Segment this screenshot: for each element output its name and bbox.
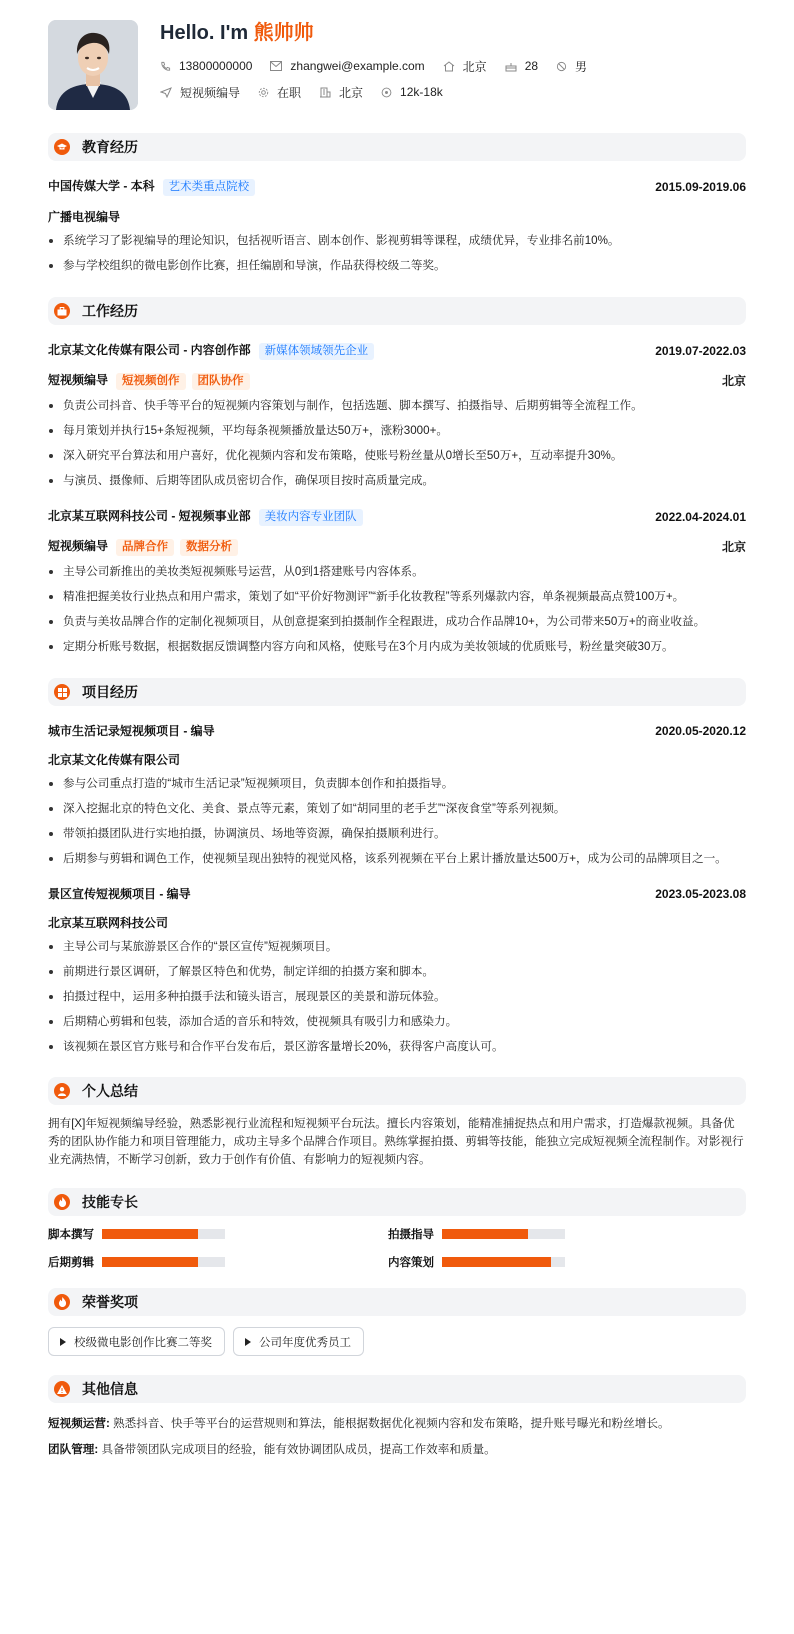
list-item: 带领拍摄团队进行实地拍摄，协调演员、场地等资源，确保拍摄顺利进行。 xyxy=(48,825,746,843)
skills-grid xyxy=(48,1227,746,1269)
medal-icon xyxy=(54,1294,70,1310)
list-item: 负责与美妆品牌合作的定制化视频项目，从创意提案到拍摄制作全程跟进，成功合作品牌10+，为公司带来50万+的商业收益。 xyxy=(48,613,746,631)
skill-name: 内容策划 xyxy=(388,1257,434,1269)
award-label: 公司年度优秀员工 xyxy=(259,1336,351,1349)
skill-bar-fill xyxy=(102,1257,198,1267)
job-role: 短视频编导 xyxy=(48,373,109,387)
role-tag: 品牌合作 xyxy=(116,539,174,556)
major: 广播电视编导 xyxy=(48,210,121,224)
section-title: 教育经历 xyxy=(82,139,138,155)
warning-icon xyxy=(54,1381,70,1397)
position-item xyxy=(160,84,240,101)
list-item: 深入挖掘北京的特色文化、美食、景点等元素，策划了如“胡同里的老手艺”“深夜食堂”等系列视频。 xyxy=(48,800,746,818)
awards-list xyxy=(48,1327,746,1356)
city: 北京 xyxy=(462,59,487,74)
company-name: 北京某互联网科技公司 - 短视频事业部 xyxy=(48,509,251,523)
cake-icon xyxy=(505,61,517,72)
project-entry xyxy=(48,885,746,1056)
email-address: zhangwei@example.com xyxy=(290,59,425,73)
home-icon xyxy=(443,61,455,72)
send-icon xyxy=(160,87,172,98)
coin-icon xyxy=(381,87,392,98)
section-title: 荣誉奖项 xyxy=(82,1294,138,1310)
summary-text: 拥有[X]年短视频编导经验，熟悉影视行业流程和短视频平台玩法。擅长内容策划，能精准捕捉热点和用户需求，打造爆款视频。具备优秀的团队协作能力和项目管理能力，成功主导多个品牌合作项目。熟练掌握拍摄、剪辑等技能，能独立完成短视频全流程制作。对影视行业充满热情，不断学习创新，致力于创作有价值、有影响力的短视频内容。 xyxy=(48,1117,744,1166)
greeting-text: Hello. I'm xyxy=(160,22,254,44)
header-info xyxy=(160,20,605,110)
list-item: 前期进行景区调研，了解景区特色和优势，制定详细的拍摄方案和脚本。 xyxy=(48,963,746,981)
role-tag: 短视频创作 xyxy=(116,373,186,390)
job-role: 短视频编导 xyxy=(48,539,109,553)
status-item xyxy=(258,84,301,101)
other-text: 熟悉抖音、快手等平台的运营规则和算法，能根据数据优化视频内容和发布策略，提升账号曝光和粉丝增长。 xyxy=(113,1417,670,1430)
gender: 男 xyxy=(575,59,588,74)
email-item xyxy=(270,59,424,73)
skill-bar xyxy=(442,1257,565,1267)
skill-bar-fill xyxy=(102,1229,198,1239)
avatar-portrait xyxy=(48,20,138,110)
work-bullets xyxy=(48,397,746,490)
skill-bar xyxy=(102,1257,225,1267)
salary-item xyxy=(381,85,443,99)
skill-bar xyxy=(442,1229,565,1239)
project-title: 景区宣传短视频项目 - 编导 xyxy=(48,887,191,901)
contact-row xyxy=(160,58,605,74)
age: 28 xyxy=(524,59,539,73)
expected-salary: 12k-18k xyxy=(400,85,443,99)
user-icon xyxy=(54,1083,70,1099)
skill-name: 脚本撰写 xyxy=(48,1229,94,1241)
list-item: 后期参与剪辑和调色工作，使视频呈现出独特的视觉风格，该系列视频在平台上累计播放量达500万+，成为公司的品牌项目之一。 xyxy=(48,850,746,868)
company-tag: 新媒体领域领先企业 xyxy=(259,343,375,360)
section-summary xyxy=(48,1077,746,1105)
project-bullets xyxy=(48,775,746,868)
section-title: 工作经历 xyxy=(82,303,138,319)
skill-name: 拍摄指导 xyxy=(388,1229,434,1241)
city-item xyxy=(443,58,487,75)
gender-item xyxy=(556,58,587,75)
building-icon xyxy=(319,87,331,98)
target-position: 短视频编导 xyxy=(180,85,241,100)
section-title: 个人总结 xyxy=(82,1083,138,1099)
project-company: 北京某文化传媒有限公司 xyxy=(48,753,181,767)
company-name: 北京某文化传媒有限公司 - 内容创作部 xyxy=(48,343,251,357)
award-label: 校级微电影创作比赛二等奖 xyxy=(74,1336,212,1349)
list-item: 拍摄过程中，运用多种拍摄手法和镜头语言，展现景区的美景和游玩体验。 xyxy=(48,988,746,1006)
skill-bar-fill xyxy=(442,1257,551,1267)
list-item: 参与学校组织的微电影创作比赛，担任编剧和导演，作品获得校级二等奖。 xyxy=(48,257,746,275)
briefcase-icon xyxy=(54,303,70,319)
section-title: 其他信息 xyxy=(82,1381,138,1397)
work-location: 北京 xyxy=(721,540,746,554)
school-name: 中国传媒大学 - 本科 xyxy=(48,179,155,193)
job-status: 在职 xyxy=(277,85,302,100)
play-icon xyxy=(60,1338,66,1346)
resume-header xyxy=(48,20,746,110)
phone-item xyxy=(160,59,252,73)
role-tag: 数据分析 xyxy=(180,539,238,556)
phone-number: 13800000000 xyxy=(179,59,253,73)
skill-item xyxy=(388,1227,728,1241)
skill-bar xyxy=(102,1229,225,1239)
target-city-item xyxy=(319,84,363,101)
section-title: 技能专长 xyxy=(82,1194,138,1210)
skill-item xyxy=(48,1255,388,1269)
award-chip[interactable] xyxy=(233,1327,364,1356)
graduation-cap-icon xyxy=(54,139,70,155)
list-item: 负责公司抖音、快手等平台的短视频内容策划与制作，包括选题、脚本撰写、拍摄指导、后期剪辑等全流程工作。 xyxy=(48,397,746,415)
gear-icon xyxy=(258,87,269,98)
list-item: 精准把握美妆行业热点和用户需求，策划了如“平价好物测评”“新手化妆教程”等系列爆款内容，单条视频最高点赞100万+。 xyxy=(48,588,746,606)
list-item: 该视频在景区官方账号和合作平台发布后，景区游客量增长20%，获得客户高度认可。 xyxy=(48,1038,746,1056)
skill-item xyxy=(48,1227,388,1241)
other-item xyxy=(48,1441,746,1459)
skill-bar-fill xyxy=(442,1229,528,1239)
target-city: 北京 xyxy=(339,85,364,100)
list-item: 后期精心剪辑和包装，添加合适的音乐和特效，使视频具有吸引力和感染力。 xyxy=(48,1013,746,1031)
school-tag: 艺术类重点院校 xyxy=(163,179,256,196)
list-item: 主导公司与某旅游景区合作的“景区宣传”短视频项目。 xyxy=(48,938,746,956)
other-label: 团队管理: xyxy=(48,1443,99,1456)
work-date: 2022.04-2024.01 xyxy=(655,509,746,524)
other-info xyxy=(48,1415,746,1459)
section-title: 项目经历 xyxy=(82,684,138,700)
project-date: 2023.05-2023.08 xyxy=(655,886,746,901)
candidate-name: 熊帅帅 xyxy=(253,22,314,44)
grid-icon xyxy=(54,684,70,700)
section-other xyxy=(48,1375,746,1403)
education-entry xyxy=(48,177,746,275)
work-bullets xyxy=(48,563,746,656)
list-item: 参与公司重点打造的“城市生活记录”短视频项目，负责脚本创作和拍摄指导。 xyxy=(48,775,746,793)
section-work xyxy=(48,297,746,325)
skill-name: 后期剪辑 xyxy=(48,1257,94,1269)
skill-item xyxy=(388,1255,728,1269)
list-item: 每月策划并执行15+条短视频，平均每条视频播放量达50万+，涨粉3000+。 xyxy=(48,422,746,440)
list-item: 定期分析账号数据，根据数据反馈调整内容方向和风格，使账号在3个月内成为美妆领域的优质账号，粉丝量突破30万。 xyxy=(48,638,746,656)
other-item xyxy=(48,1415,746,1433)
project-date: 2020.05-2020.12 xyxy=(655,723,746,738)
work-location: 北京 xyxy=(721,374,746,388)
mail-icon xyxy=(270,61,282,71)
role-tag: 团队协作 xyxy=(192,373,250,390)
education-bullets xyxy=(48,232,746,275)
list-item: 主导公司新推出的美妆类短视频账号运营，从0到1搭建账号内容体系。 xyxy=(48,563,746,581)
award-chip[interactable] xyxy=(48,1327,225,1356)
project-title: 城市生活记录短视频项目 - 编导 xyxy=(48,724,215,738)
job-row xyxy=(160,84,605,100)
work-entry xyxy=(48,341,746,490)
gender-icon xyxy=(556,61,567,72)
work-entry xyxy=(48,507,746,656)
avatar xyxy=(48,20,138,110)
section-skills xyxy=(48,1188,746,1216)
play-icon xyxy=(245,1338,251,1346)
age-item xyxy=(505,59,538,73)
other-label: 短视频运营: xyxy=(48,1417,110,1430)
project-entry xyxy=(48,722,746,868)
phone-icon xyxy=(160,61,171,72)
section-education xyxy=(48,133,746,161)
flame-icon xyxy=(54,1194,70,1210)
section-project xyxy=(48,678,746,706)
education-date: 2015.09-2019.06 xyxy=(655,179,746,194)
other-text: 具备带领团队完成项目的经验，能有效协调团队成员，提高工作效率和质量。 xyxy=(101,1443,496,1456)
section-awards xyxy=(48,1288,746,1316)
greeting xyxy=(160,21,605,45)
company-tag: 美妆内容专业团队 xyxy=(259,509,363,526)
list-item: 系统学习了影视编导的理论知识，包括视听语言、剧本创作、影视剪辑等课程，成绩优异，专业排名前10%。 xyxy=(48,232,746,250)
list-item: 与演员、摄像师、后期等团队成员密切合作，确保项目按时高质量完成。 xyxy=(48,472,746,490)
project-bullets xyxy=(48,938,746,1056)
list-item: 深入研究平台算法和用户喜好，优化视频内容和发布策略，使账号粉丝量从0增长至50万+，互动率提升30%。 xyxy=(48,447,746,465)
project-company: 北京某互联网科技公司 xyxy=(48,916,169,930)
work-date: 2019.07-2022.03 xyxy=(655,343,746,358)
